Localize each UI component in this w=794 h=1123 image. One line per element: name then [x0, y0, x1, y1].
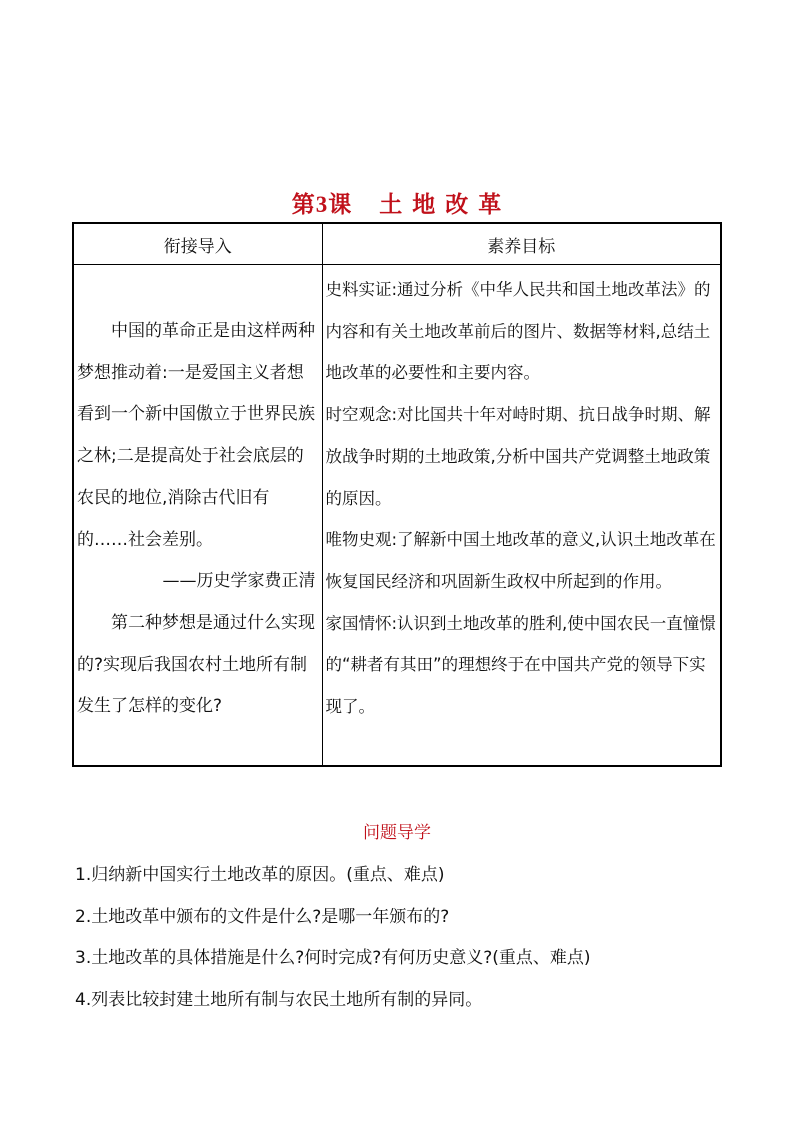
section-title: 问题导学 — [363, 823, 431, 843]
lesson-title-prefix: 第 — [291, 192, 316, 218]
lesson-title-suffix: 课 — [328, 192, 353, 218]
goal-patriotism: 家国情怀:认识到土地改革的胜利,使中国农民一直憧憬的“耕者有其田”的理想终于在中国共产党的领导下实现了。 — [325, 613, 716, 717]
question-list — [75, 855, 735, 1022]
goal-materialism: 唯物史观:了解新中国土地改革的意义,认识土地改革在恢复国民经济和巩固新生政权中所起到的作用。 — [325, 530, 716, 591]
question-item: 1.归纳新中国实行土地改革的原因。(重点、难点) — [75, 865, 445, 885]
lead-in-quote: 中国的革命正是由这样两种梦想推动着:一是爱国主义者想看到一个新中国傲立于世界民族之林;二是提高处于社会底层的农民的地位,消除古代旧有的……社会差别。 — [77, 321, 315, 550]
lead-in-cell — [73, 265, 322, 767]
lesson-number: 3 — [315, 192, 329, 217]
goals-cell — [322, 265, 721, 767]
question-item: 3.土地改革的具体措施是什么?何时完成?有何历史意义?(重点、难点) — [75, 948, 591, 969]
lesson-topic: 土 地 改 革 — [379, 192, 503, 218]
question-item: 4.列表比较封建土地所有制与农民土地所有制的异同。 — [75, 990, 483, 1011]
goal-time-space: 时空观念:对比国共十年对峙时期、抗日战争时期、解放战争时期的土地政策,分析中国共产党调整土地政策的原因。 — [325, 405, 711, 508]
header-goals: 素养目标 — [322, 223, 721, 265]
lesson-title — [0, 186, 794, 219]
header-lead-in: 衔接导入 — [73, 223, 322, 265]
quote-attribution: ——历史学家费正清 — [162, 571, 316, 592]
question-item: 2.土地改革中颁布的文件是什么?是哪一年颁布的? — [75, 906, 450, 927]
goal-evidence: 史料实证:通过分析《中华人民共和国土地改革法》的内容和有关土地改革前后的图片、数据等材料,总结土地改革的必要性和主要内容。 — [325, 280, 711, 383]
intro-goals-table — [72, 222, 722, 767]
lead-in-question: 第二种梦想是通过什么实现的?实现后我国农村土地所有制发生了怎样的变化? — [77, 612, 315, 717]
